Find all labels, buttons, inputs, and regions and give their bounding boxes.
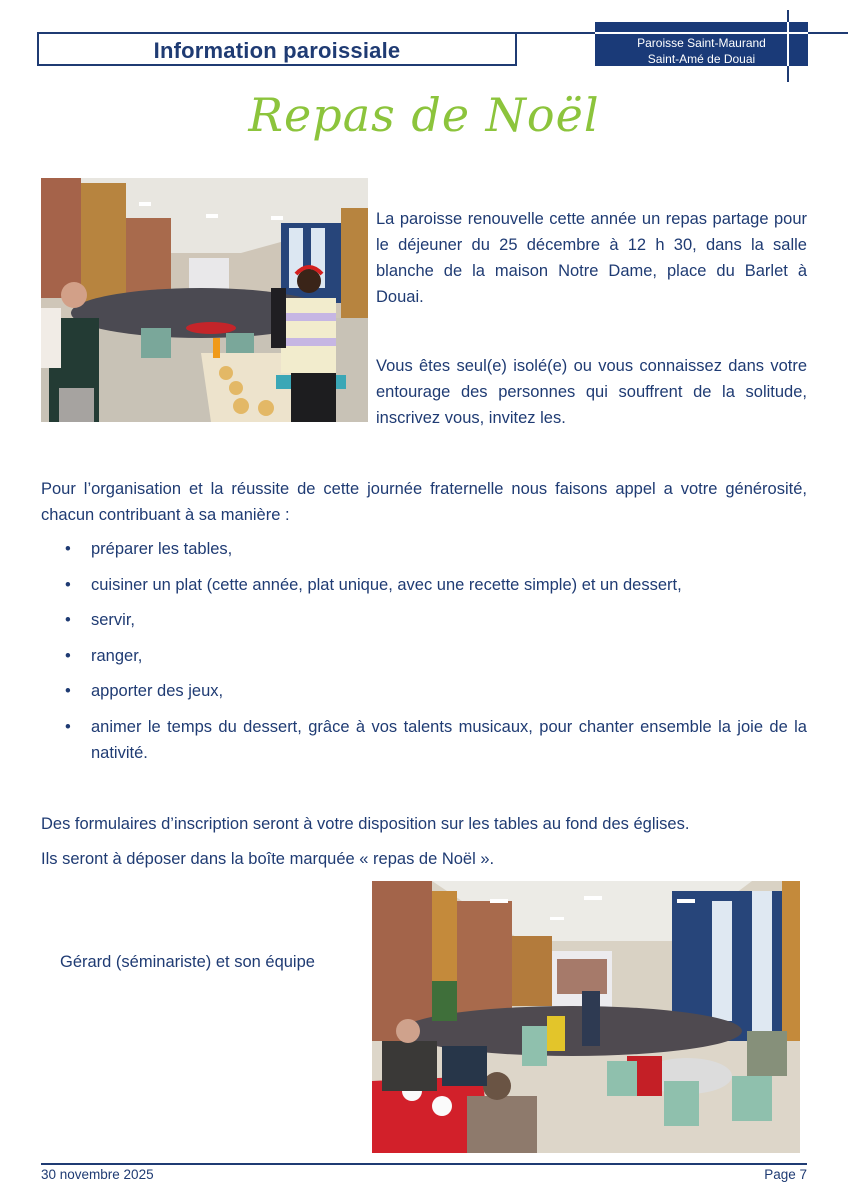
parish-line-1: Paroisse Saint-Maurand <box>637 36 766 50</box>
task-item: • préparer les tables, <box>41 536 807 562</box>
photo-volunteers-image <box>41 178 368 422</box>
forms-info-line-2: Ils seront à déposer dans la boîte marquée « repas de Noël ». <box>41 850 495 868</box>
banner-cross-vertical-inner <box>787 22 789 66</box>
photo-dining-hall <box>372 881 800 1153</box>
bullet-icon: • <box>65 682 71 700</box>
intro-paragraph-1: La paroisse renouvelle cette année un repas partage pour le déjeuner du 25 décembre à 12 h 30, dans la salle blanche de la maison Notre Dame, place du Barlet à Douai. <box>376 210 807 306</box>
parish-banner <box>595 22 808 66</box>
forms-info-line-1: Des formulaires d’inscription seront à votre disposition sur les tables au fond des églises. <box>41 815 690 833</box>
bullet-icon: • <box>65 717 71 736</box>
intro-paragraph-2: Vous êtes seul(e) isolé(e) ou vous connaissez dans votre entourage des personnes qui souffrent de la solitude, inscrivez vous, invitez les. <box>376 357 807 427</box>
task-item: • ranger, <box>41 643 807 669</box>
photo-caption: Gérard (séminariste) et son équipe <box>60 953 315 971</box>
parish-name <box>595 35 808 67</box>
section-header-box <box>37 32 517 66</box>
task-item: • servir, <box>41 607 807 633</box>
footer-date: 30 novembre 2025 <box>41 1167 154 1182</box>
section-title: Information paroissiale <box>153 38 401 63</box>
banner-cross-horizontal <box>595 32 808 34</box>
parish-line-2: Saint-Amé de Douai <box>647 52 756 66</box>
bullet-icon: • <box>65 540 71 558</box>
task-item: • cuisiner un plat (cette année, plat unique, avec une recette simple) et un dessert, <box>41 572 807 598</box>
page-title: Repas de Noël <box>248 88 600 142</box>
bullet-icon: • <box>65 646 71 665</box>
appeal-paragraph: Pour l’organisation et la réussite de cette journée fraternelle nous faisons appel a votre générosité, chacun contribuant à sa manière : <box>41 480 807 524</box>
bullet-icon: • <box>65 611 71 629</box>
page-number: Page 7 <box>764 1167 807 1182</box>
task-list <box>41 536 807 775</box>
task-item: • apporter des jeux, <box>41 678 807 704</box>
task-item: • animer le temps du dessert, grâce à vos talents musicaux, pour chanter ensemble la joie de la nativité. <box>41 714 807 766</box>
footer-rule <box>41 1163 807 1165</box>
photo-dining-hall-image <box>372 881 800 1153</box>
photo-volunteers <box>41 178 368 422</box>
bullet-icon: • <box>65 575 71 594</box>
